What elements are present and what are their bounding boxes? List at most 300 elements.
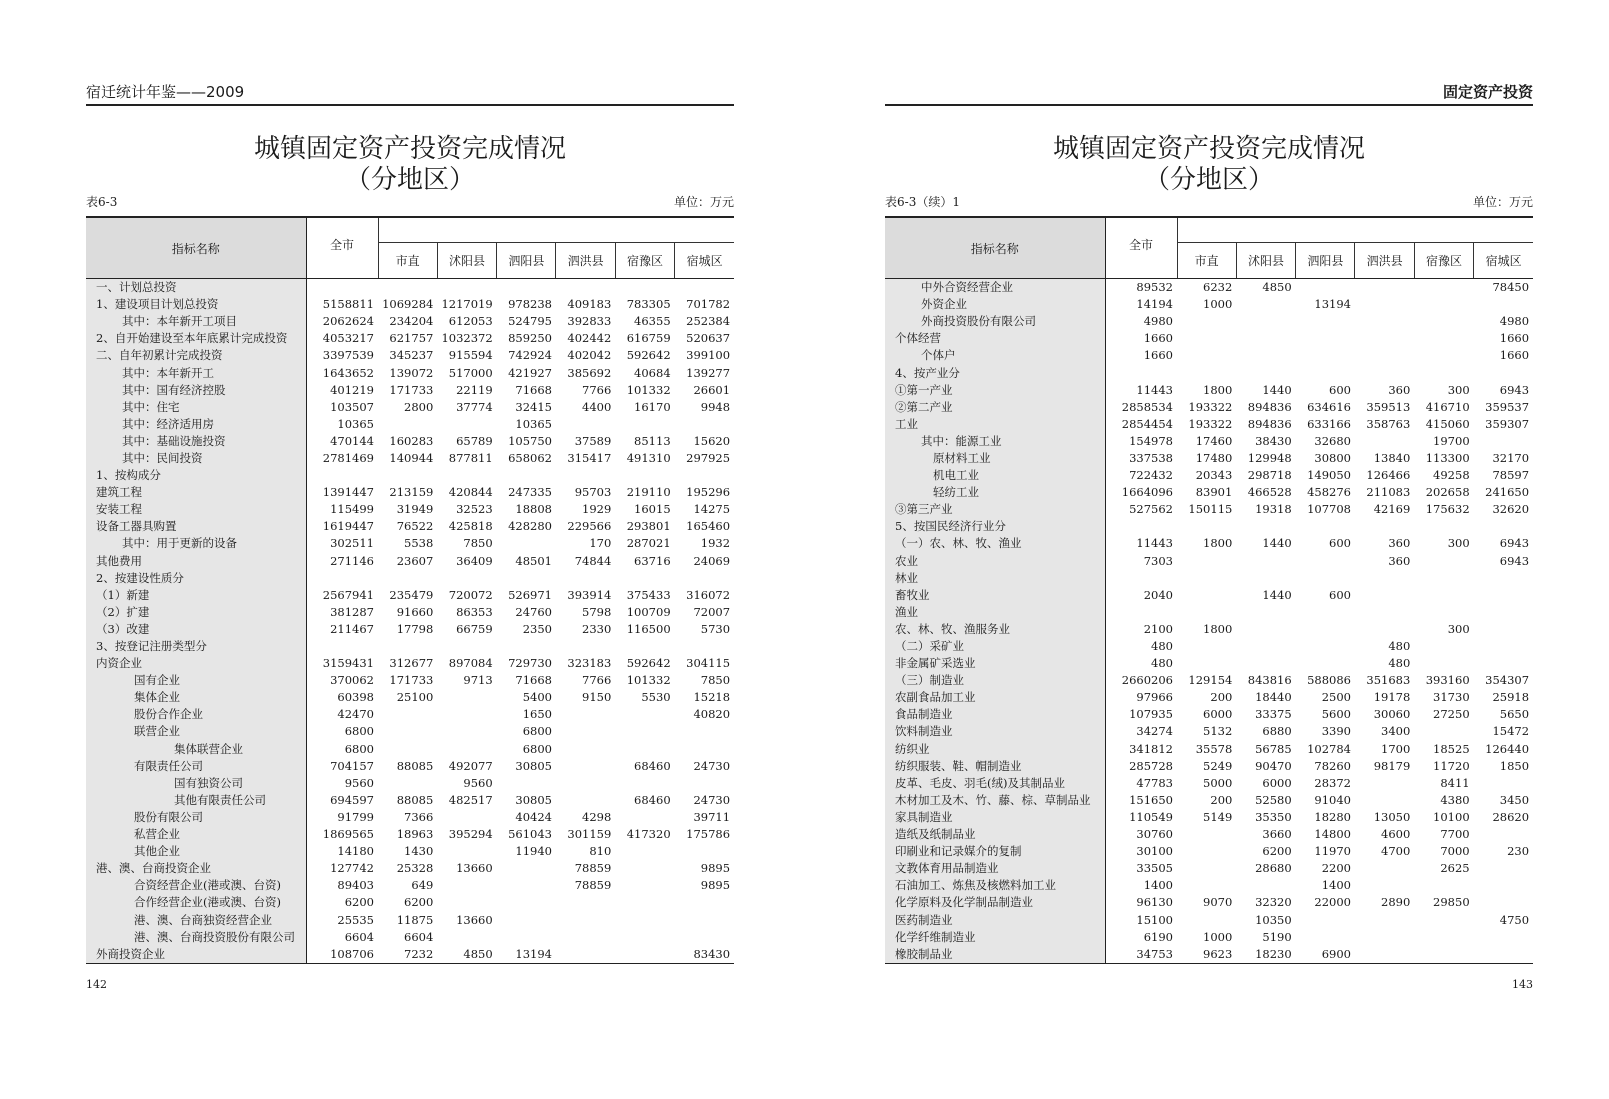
table-row (885, 809, 1533, 826)
row-value: 1932 (700, 536, 731, 551)
row-value: 32523 (456, 502, 493, 517)
table-row (86, 877, 734, 894)
row-value (675, 843, 734, 860)
table-body (86, 279, 734, 964)
row-value: 18440 (1255, 690, 1292, 705)
row-value: 3400 (1381, 724, 1411, 739)
row-label: 有限责任公司 (86, 758, 306, 775)
row-value (1296, 604, 1355, 621)
row-label: 合作经营企业(港或澳、台资) (86, 894, 306, 911)
row-value: 1660 (1499, 348, 1530, 363)
row-value (1355, 911, 1414, 928)
table-row (885, 843, 1533, 860)
table-row (885, 741, 1533, 758)
row-value: 11443 (1136, 536, 1173, 551)
row-value (1296, 330, 1355, 347)
row-value: 22000 (1314, 895, 1351, 910)
table-row (885, 364, 1533, 381)
row-value (437, 929, 496, 946)
running-head (885, 84, 1533, 106)
row-value (1355, 587, 1414, 604)
header-indicator: 指标名称 (885, 217, 1105, 279)
right-page (885, 0, 1533, 1099)
row-value (1474, 877, 1533, 894)
table-body (885, 279, 1533, 964)
unit-label: 单位：万元 (673, 195, 734, 209)
row-value: 6604 (344, 929, 374, 944)
table-row (885, 638, 1533, 655)
row-value: 127742 (330, 861, 374, 876)
row-value: 13840 (1373, 450, 1411, 465)
row-value: 229566 (567, 519, 612, 534)
row-value: 234204 (389, 314, 434, 329)
table-row (885, 894, 1533, 911)
row-value (1414, 364, 1473, 381)
row-value: 100709 (626, 604, 671, 619)
table-row (86, 296, 734, 313)
header-region: 市直 (1177, 243, 1236, 279)
row-value (437, 741, 496, 758)
row-value (1355, 929, 1414, 946)
header-total: 全市 (306, 217, 378, 279)
row-value: 704157 (330, 758, 374, 773)
row-value: 88085 (396, 792, 434, 807)
row-value (437, 638, 496, 655)
row-value: 68460 (634, 758, 671, 773)
row-value: 1660 (1143, 331, 1173, 346)
row-value: 6900 (1296, 946, 1355, 964)
row-label: 其中：用于更新的设备 (86, 535, 306, 552)
row-value (1236, 604, 1295, 621)
row-value: 810 (589, 844, 612, 859)
row-value: 8411 (1440, 775, 1470, 790)
row-value: 30805 (515, 758, 552, 773)
row-label: 其中：住宅 (86, 399, 306, 416)
row-value (675, 570, 734, 587)
row-value: 592642 (626, 656, 671, 671)
row-value: 600 (1329, 382, 1351, 397)
row-value (437, 877, 496, 894)
row-value (1355, 621, 1414, 638)
row-value (1474, 946, 1533, 964)
row-value (615, 741, 674, 758)
row-value (437, 689, 496, 706)
row-value (1474, 296, 1533, 313)
title-line-1: 城镇固定资产投资完成情况 (253, 134, 566, 164)
row-label: （三）制造业 (885, 672, 1105, 689)
row-label: 集体联营企业 (86, 741, 306, 758)
row-value: 6200 (404, 895, 434, 910)
row-value: 1430 (404, 844, 434, 859)
row-value (675, 775, 734, 792)
header-region: 泗阳县 (1296, 243, 1355, 279)
row-value: 385692 (567, 365, 612, 380)
row-value: 6943 (1499, 536, 1530, 551)
row-value: 600 (1329, 587, 1351, 602)
row-value: 101332 (626, 382, 671, 397)
row-value (675, 723, 734, 740)
row-value: 2040 (1143, 587, 1173, 602)
table-row (885, 946, 1533, 964)
row-value (1355, 946, 1414, 964)
row-value: 1800 (1203, 621, 1233, 636)
row-value: 139277 (686, 365, 731, 380)
table-row (885, 535, 1533, 552)
table-meta (885, 193, 1533, 209)
row-value (1236, 364, 1295, 381)
row-value: 527562 (1129, 502, 1173, 517)
row-value: 304115 (686, 656, 731, 671)
row-value (615, 946, 674, 964)
row-value (306, 638, 378, 655)
data-table (885, 216, 1533, 964)
row-value (1414, 877, 1473, 894)
row-value: 1660 (1143, 348, 1173, 363)
row-value (1177, 843, 1236, 860)
row-value (1177, 911, 1236, 928)
row-value: 33505 (1136, 861, 1173, 876)
row-value (378, 741, 437, 758)
row-value: 19178 (1373, 690, 1411, 705)
row-value: 107935 (1129, 707, 1173, 722)
row-value: 39711 (693, 809, 731, 824)
row-value: 6880 (1262, 724, 1292, 739)
row-value (1355, 296, 1414, 313)
row-value: 517000 (448, 365, 493, 380)
row-value: 140944 (389, 450, 434, 465)
row-value: 1619447 (322, 519, 374, 534)
row-value: 126440 (1485, 741, 1530, 756)
row-label: 其中：国有经济控股 (86, 382, 306, 399)
row-value: 402042 (567, 348, 612, 363)
table-row (86, 809, 734, 826)
row-value: 200 (1210, 690, 1233, 705)
row-value (556, 570, 615, 587)
row-value: 4400 (582, 399, 612, 414)
row-value (1177, 655, 1236, 672)
row-value: 2200 (1321, 861, 1351, 876)
row-value: 252384 (686, 314, 731, 329)
row-label: 外商投资股份有限公司 (885, 313, 1105, 330)
row-label: 二、自年初累计完成投资 (86, 347, 306, 364)
row-value (1474, 433, 1533, 450)
row-value (615, 775, 674, 792)
row-value (1474, 587, 1533, 604)
header-spacer (1177, 217, 1533, 243)
row-value: 359307 (1485, 416, 1530, 431)
row-value (1177, 587, 1236, 604)
row-value: 193322 (1188, 399, 1233, 414)
row-value: 40424 (515, 809, 552, 824)
row-label: 其中：民间投资 (86, 450, 306, 467)
row-value (1296, 347, 1355, 364)
row-value: 9150 (582, 690, 612, 705)
row-value (1474, 570, 1533, 587)
row-value: 200 (1210, 792, 1233, 807)
row-label: 文教体育用品制造业 (885, 860, 1105, 877)
row-value: 110549 (1129, 809, 1173, 824)
row-value: 293801 (626, 519, 671, 534)
table-row (885, 501, 1533, 518)
row-value (1177, 877, 1236, 894)
row-value (1474, 364, 1533, 381)
row-value: 2100 (1143, 621, 1173, 636)
table-row (86, 313, 734, 330)
row-value: 52580 (1255, 792, 1292, 807)
row-value (1105, 604, 1177, 621)
row-value: 520637 (686, 331, 731, 346)
row-value: 78859 (574, 878, 612, 893)
row-label: 化学纤维制造业 (885, 929, 1105, 946)
row-value: 129948 (1247, 450, 1292, 465)
row-value: 14180 (337, 844, 374, 859)
row-value: 5000 (1203, 775, 1233, 790)
row-value: 612053 (448, 314, 493, 329)
row-value: 4980 (1143, 314, 1173, 329)
row-value (615, 860, 674, 877)
row-value (378, 570, 437, 587)
row-value: 2330 (582, 621, 612, 636)
row-value (378, 706, 437, 723)
row-value: 26601 (693, 382, 731, 397)
header-indicator: 指标名称 (86, 217, 306, 279)
row-value (437, 706, 496, 723)
row-value (1177, 860, 1236, 877)
row-label: 国有企业 (86, 672, 306, 689)
row-value: 7000 (1440, 844, 1470, 859)
row-value (1177, 518, 1236, 535)
row-value: 5530 (641, 690, 671, 705)
row-value: 90470 (1255, 758, 1292, 773)
table-row (86, 946, 734, 964)
row-value: 129154 (1188, 673, 1233, 688)
row-value: 31949 (396, 502, 434, 517)
table-row (885, 518, 1533, 535)
row-value: 68460 (634, 792, 671, 807)
table-row (885, 399, 1533, 416)
row-value: 6190 (1143, 929, 1173, 944)
row-value (556, 706, 615, 723)
row-value: 492077 (448, 758, 493, 773)
row-value: 1664096 (1121, 485, 1173, 500)
row-value: 34753 (1105, 946, 1177, 964)
row-value: 1032372 (441, 331, 493, 346)
table-row (86, 706, 734, 723)
row-value: 358763 (1366, 416, 1411, 431)
row-value (1474, 894, 1533, 911)
row-value (1105, 364, 1177, 381)
row-value: 1869565 (322, 827, 374, 842)
row-value (1474, 929, 1533, 946)
row-value: 5650 (1499, 707, 1530, 722)
row-value (615, 911, 674, 928)
row-value: 323183 (567, 656, 612, 671)
row-value: 49258 (1433, 468, 1470, 483)
row-value: 48501 (515, 553, 552, 568)
row-value: 5149 (1203, 809, 1233, 824)
row-value: 25328 (396, 861, 434, 876)
row-value: 6000 (1203, 707, 1233, 722)
row-label: 原材料工业 (885, 450, 1105, 467)
row-value (1296, 518, 1355, 535)
row-value: 56785 (1255, 741, 1292, 756)
page-number: 143 (1512, 978, 1533, 991)
row-value: 285728 (1129, 758, 1173, 773)
row-label: 港、澳、台商投资企业 (86, 860, 306, 877)
row-value (1177, 364, 1236, 381)
row-value: 592642 (626, 348, 671, 363)
row-value: 97966 (1136, 690, 1173, 705)
row-value: 20343 (1195, 468, 1233, 483)
table-row (885, 604, 1533, 621)
table-row (86, 450, 734, 467)
row-label: 3、按登记注册类型分 (86, 638, 306, 655)
row-value: 2890 (1381, 895, 1411, 910)
table-row (885, 587, 1533, 604)
row-value (437, 570, 496, 587)
row-label: 私营企业 (86, 826, 306, 843)
row-value: 195296 (686, 485, 731, 500)
row-value (497, 535, 556, 552)
table-row (86, 416, 734, 433)
row-value (1355, 775, 1414, 792)
row-label: 石油加工、炼焦及核燃料加工业 (885, 877, 1105, 894)
row-value (615, 894, 674, 911)
table-title (885, 134, 1533, 196)
row-value: 13194 (497, 946, 556, 964)
row-value: 78597 (1492, 468, 1530, 483)
row-value: 116500 (626, 621, 671, 636)
row-value: 1400 (1321, 878, 1351, 893)
row-value: 11720 (1433, 758, 1470, 773)
row-value: 417320 (626, 827, 671, 842)
row-value: 2660206 (1121, 673, 1173, 688)
row-value: 15218 (693, 690, 731, 705)
row-value: 337538 (1129, 450, 1173, 465)
row-value: 66759 (456, 621, 493, 636)
row-value: 202658 (1425, 485, 1470, 500)
row-value: 63716 (634, 553, 671, 568)
row-value (1177, 347, 1236, 364)
row-value (556, 775, 615, 792)
row-label: （二）采矿业 (885, 638, 1105, 655)
row-value: 729730 (508, 656, 552, 671)
table-row (885, 792, 1533, 809)
row-value (1177, 826, 1236, 843)
row-value: 915594 (448, 348, 493, 363)
row-value (1355, 279, 1414, 297)
table-row (885, 929, 1533, 946)
row-value (378, 279, 437, 297)
table-row (885, 775, 1533, 792)
row-value (1414, 296, 1473, 313)
row-value: 480 (1151, 656, 1173, 671)
row-value: 10350 (1255, 912, 1292, 927)
row-value: 46355 (634, 314, 671, 329)
row-value: 171733 (389, 382, 434, 397)
row-value: 6604 (404, 929, 434, 944)
row-value: 4298 (582, 809, 612, 824)
row-value: 3450 (1499, 792, 1530, 807)
row-value: 2500 (1321, 690, 1351, 705)
row-value (675, 467, 734, 484)
row-value: 28680 (1255, 861, 1292, 876)
row-value: 24730 (693, 792, 731, 807)
row-value: 28372 (1314, 775, 1351, 790)
row-value: 2858534 (1121, 399, 1173, 414)
row-value (378, 723, 437, 740)
row-value: 91040 (1314, 792, 1351, 807)
row-value: 843816 (1247, 673, 1292, 688)
row-value: 420844 (448, 485, 493, 500)
table-row (86, 467, 734, 484)
row-value (556, 946, 615, 964)
header-total: 全市 (1105, 217, 1177, 279)
table-row (86, 672, 734, 689)
row-value: 6200 (344, 895, 374, 910)
row-value (1355, 433, 1414, 450)
row-value: 859250 (508, 331, 552, 346)
table-row (86, 911, 734, 928)
row-value: 13660 (456, 912, 493, 927)
row-value: 30800 (1314, 450, 1351, 465)
row-value: 633166 (1307, 416, 1351, 431)
row-label: 其他有限责任公司 (86, 792, 306, 809)
row-label: 农、林、牧、渔服务业 (885, 621, 1105, 638)
row-value: 312677 (389, 656, 434, 671)
row-value: 1391447 (322, 485, 374, 500)
row-value: 9948 (700, 399, 731, 414)
row-value: 425818 (448, 519, 493, 534)
row-value (615, 638, 674, 655)
row-value: 107708 (1307, 502, 1351, 517)
row-value: 360 (1388, 382, 1411, 397)
row-value: 27250 (1433, 707, 1470, 722)
row-value (675, 638, 734, 655)
row-label: 其中：本年新开工 (86, 364, 306, 381)
table-row (86, 382, 734, 399)
row-label: 皮革、毛皮、羽毛(绒)及其制品业 (885, 775, 1105, 792)
row-label: 国有独资公司 (86, 775, 306, 792)
data-table (86, 216, 734, 964)
row-value: 71668 (515, 382, 552, 397)
row-value: 211467 (330, 621, 374, 636)
row-value: 300 (1447, 382, 1470, 397)
row-value: 5798 (582, 604, 612, 619)
row-value: 480 (1388, 656, 1411, 671)
row-value (556, 416, 615, 433)
row-value (556, 758, 615, 775)
row-label: （一）农、林、牧、渔业 (885, 535, 1105, 552)
row-value: 19700 (1433, 433, 1470, 448)
row-value: 89403 (337, 878, 374, 893)
row-value: 783305 (626, 297, 671, 312)
row-value: 375433 (626, 587, 671, 602)
row-value: 9560 (463, 775, 493, 790)
row-label: 2、按建设性质分 (86, 570, 306, 587)
row-value (615, 929, 674, 946)
header-region: 泗阳县 (497, 243, 556, 279)
row-label: 林业 (885, 570, 1105, 587)
row-value (1414, 570, 1473, 587)
table-row (885, 689, 1533, 706)
row-value: 38430 (1255, 433, 1292, 448)
table-number: 表6-3（续）1 (885, 195, 960, 209)
row-value: 2350 (522, 621, 552, 636)
row-value: 1800 (1203, 382, 1233, 397)
row-value (1414, 655, 1473, 672)
row-label: 其中：经济适用房 (86, 416, 306, 433)
